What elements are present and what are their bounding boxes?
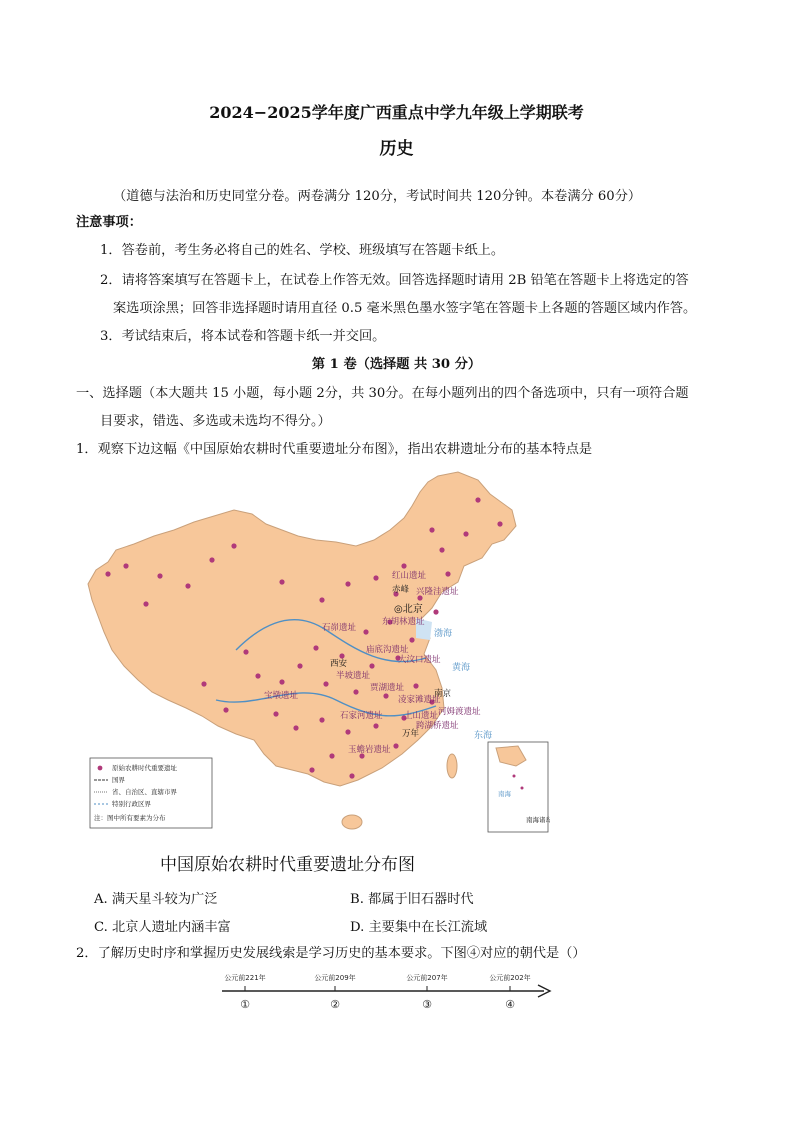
timeline-mark-4: ④ — [505, 998, 515, 1011]
label-hongshan: 红山遗址 — [392, 571, 427, 581]
timeline-year-2: 公元前209年 — [314, 974, 356, 982]
site-dot — [393, 743, 398, 748]
label-beijing: ◎北京 — [394, 604, 423, 615]
site-dot — [201, 681, 206, 686]
site-dot — [143, 601, 148, 606]
q1-option-c[interactable]: C. 北京人遗址内涵丰富 — [94, 920, 231, 935]
map-caption: 中国原始农耕时代重要遗址分布图 — [160, 855, 415, 875]
site-dot — [319, 597, 324, 602]
site-dot — [279, 579, 284, 584]
legend-note: 注：图中所有要素为分布 — [94, 814, 166, 822]
label-dawenkou: 大汶口遗址 — [398, 655, 441, 665]
q2-timeline — [218, 968, 558, 1014]
label-wannian: 万年 — [402, 729, 420, 739]
site-dot — [329, 753, 334, 758]
label-jiahu: 贾湖遗址 — [370, 683, 405, 693]
site-dot — [445, 571, 450, 576]
label-nanjing: 南京 — [434, 689, 452, 699]
site-dot — [223, 707, 228, 712]
legend-sites: 原始农耕时代重要遗址 — [112, 764, 177, 772]
hainan-island — [342, 815, 362, 829]
site-dot — [475, 497, 480, 502]
label-xinglongwa: 兴隆洼遗址 — [416, 587, 459, 597]
label-xian: 西安 — [330, 659, 348, 669]
site-dot — [105, 571, 110, 576]
timeline-mark-3: ③ — [422, 998, 432, 1011]
label-south-islands: 南海诸岛 — [526, 816, 550, 824]
site-dot — [339, 653, 344, 658]
site-dot — [373, 575, 378, 580]
site-dot — [185, 583, 190, 588]
label-huanghai: 黄海 — [452, 663, 471, 673]
site-dot — [433, 609, 438, 614]
legend-sar: 特别行政区界 — [112, 800, 151, 808]
site-dot — [309, 767, 314, 772]
taiwan-island — [447, 754, 457, 778]
site-dot — [231, 543, 236, 548]
legend-border: 国界 — [112, 776, 125, 784]
site-dot — [429, 527, 434, 532]
label-donghai: 东海 — [474, 731, 493, 741]
timeline-year-4: 公元前202年 — [489, 974, 531, 982]
notice-item-1: 1．答卷前，考生务必将自己的姓名、学校、班级填写在答题卡纸上。 — [100, 243, 505, 258]
label-hemudu: 河姆渡遗址 — [438, 707, 481, 717]
label-lingjiatan: 凌家滩遗址 — [398, 695, 441, 705]
notice-item-3: 3．考试结束后，将本试卷和答题卡纸一并交回。 — [100, 329, 386, 344]
site-dot — [157, 573, 162, 578]
label-yuchanyan: 玉蟾岩遗址 — [348, 745, 391, 755]
label-miaodigou: 庙底沟遗址 — [366, 645, 409, 655]
china-site-map — [86, 470, 550, 834]
label-chifeng: 赤峰 — [392, 585, 410, 595]
notice-heading: 注意事项： — [76, 215, 142, 230]
site-dot — [439, 547, 444, 552]
label-baodun: 宝墩遗址 — [264, 691, 299, 701]
section-heading: 第 1 卷（选择题 共 30 分） — [311, 357, 482, 372]
site-dot — [209, 557, 214, 562]
site-dot — [297, 663, 302, 668]
site-dot — [345, 581, 350, 586]
site-dot — [255, 673, 260, 678]
notice-item-2: 2．请将答案填写在答题卡上，在试卷上作答无效。回答选择题时请用 2B 铅笔在答题卡上将选定的答 — [100, 273, 689, 288]
exam-title: 2024−2025学年度广西重点中学九年级上学期联考 — [209, 103, 584, 122]
site-dot — [293, 725, 298, 730]
timeline-mark-1: ① — [240, 998, 250, 1011]
site-dot — [319, 717, 324, 722]
site-dot — [349, 773, 354, 778]
site-dot — [353, 689, 358, 694]
map-svg — [86, 470, 550, 834]
site-dot — [413, 683, 418, 688]
label-bohai: 渤海 — [434, 629, 453, 639]
site-dot — [373, 723, 378, 728]
label-shijiahe: 石家河遗址 — [340, 711, 383, 721]
timeline-year-3: 公元前207年 — [406, 974, 448, 982]
timeline-svg — [218, 968, 558, 1014]
question-2-stem: 2．了解历史时序和掌握历史发展线索是学习历史的基本要求。下图④对应的朝代是（） — [76, 946, 586, 961]
section-instruction: 一、选择题（本大题共 15 小题，每小题 2分，共 30分。在每小题列出的四个备选项中，只有一项符合题 — [76, 386, 689, 401]
site-dot — [463, 531, 468, 536]
exam-note: （道德与法治和历史同堂分卷。两卷满分 120分，考试时间共 120分钟。本卷满分 60分） — [113, 189, 642, 204]
site-dot — [323, 681, 328, 686]
site-dot — [279, 679, 284, 684]
label-kuahuqiao: 跨湖桥遗址 — [416, 721, 459, 731]
site-dot — [369, 663, 374, 668]
site-dot — [313, 645, 318, 650]
label-shixia: 石峁遗址 — [322, 623, 357, 633]
timeline-year-1: 公元前221年 — [224, 974, 266, 982]
site-dot — [363, 629, 368, 634]
site-dot — [345, 729, 350, 734]
site-dot — [497, 521, 502, 526]
q1-option-d[interactable]: D. 主要集中在长江流域 — [350, 920, 488, 935]
q1-option-b[interactable]: B. 都属于旧石器时代 — [350, 892, 474, 907]
timeline-mark-2: ② — [330, 998, 340, 1011]
site-dot — [123, 563, 128, 568]
q1-option-a[interactable]: A. 满天星斗较为广泛 — [94, 892, 218, 907]
label-south-sea: 南海 — [498, 790, 511, 798]
site-dot — [401, 563, 406, 568]
label-banpo: 半坡遗址 — [336, 671, 371, 681]
section-instruction-cont: 目要求，错选、多选或未选均不得分。） — [100, 414, 331, 429]
site-dot — [383, 693, 388, 698]
question-1-stem: 1．观察下边这幅《中国原始农耕时代重要遗址分布图》，指出农耕遗址分布的基本特点是 — [76, 442, 593, 457]
map-legend — [90, 758, 212, 828]
site-dot — [409, 637, 414, 642]
south-sea-inset — [488, 742, 550, 832]
label-dongnan: 东胡林遗址 — [382, 617, 425, 627]
subject-title: 历史 — [379, 139, 414, 159]
site-dot — [273, 711, 278, 716]
site-dot — [243, 649, 248, 654]
legend-province: 省、自治区、直辖市界 — [112, 788, 177, 796]
notice-item-2-cont: 案选项涂黑；回答非选择题时请用直径 0.5 毫米黑色墨水签字笔在答题卡上各题的答题区域内作答。 — [113, 301, 697, 316]
label-shangshan: 上山遗址 — [404, 711, 439, 721]
